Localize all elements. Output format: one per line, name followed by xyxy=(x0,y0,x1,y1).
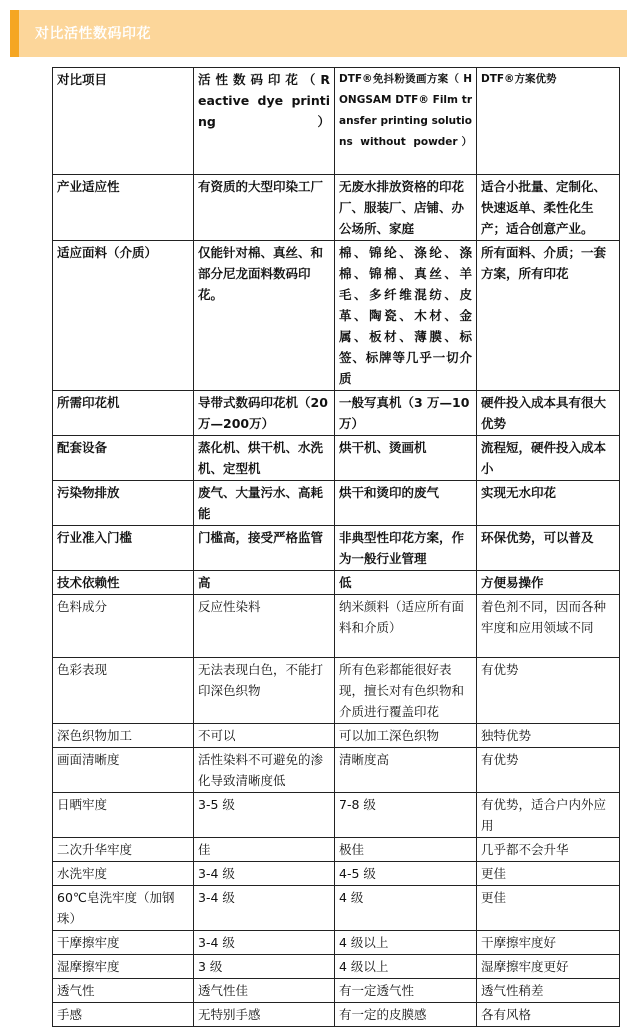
table-cell: 所需印花机 xyxy=(53,391,194,436)
table-cell: 有优势 xyxy=(477,748,620,793)
page-title: 对比活性数码印花 xyxy=(35,26,151,42)
table-row xyxy=(53,526,620,571)
table-cell: 3-4 级 xyxy=(194,886,335,931)
table-cell: 清晰度高 xyxy=(335,748,477,793)
table-cell: 3-4 级 xyxy=(194,862,335,886)
table-cell: 适应面料（介质） xyxy=(53,241,194,391)
table-cell: 棉、锦纶、涤纶、涤棉、锦棉、真丝、羊毛、多纤维混纺、皮革、陶瓷、木材、金属、板材、薄膜、标签、标牌等几乎一切介质 xyxy=(335,241,477,391)
table-cell: 导带式数码印花机（20万—200万） xyxy=(194,391,335,436)
table-cell: 所有色彩都能很好表现，擅长对有色织物和介质进行覆盖印花 xyxy=(335,658,477,724)
table-cell: 透气性佳 xyxy=(194,979,335,1003)
table-row xyxy=(53,838,620,862)
table-cell: 4 级 xyxy=(335,886,477,931)
table-cell: 3-5 级 xyxy=(194,793,335,838)
table-cell: 环保优势，可以普及 xyxy=(477,526,620,571)
table-row xyxy=(53,862,620,886)
table-cell: 污染物排放 xyxy=(53,481,194,526)
table-cell: 干摩擦牢度 xyxy=(53,931,194,955)
table-cell: 流程短，硬件投入成本小 xyxy=(477,436,620,481)
table-row xyxy=(53,931,620,955)
table-cell: 更佳 xyxy=(477,862,620,886)
table-cell: 湿摩擦牢度更好 xyxy=(477,955,620,979)
table-cell: 透气性稍差 xyxy=(477,979,620,1003)
table-cell: 产业适应性 xyxy=(53,175,194,241)
table-cell: 仅能针对棉、真丝、和部分尼龙面料数码印花。 xyxy=(194,241,335,391)
table-cell: 4-5 级 xyxy=(335,862,477,886)
table-cell: 湿摩擦牢度 xyxy=(53,955,194,979)
table-cell: 非典型性印花方案，作为一般行业管理 xyxy=(335,526,477,571)
table-cell: DTF®方案优势 xyxy=(477,68,620,175)
table-cell: 着色剂不同，因而各种牢度和应用领域不同 xyxy=(477,595,620,658)
table-cell: 有优势，适合户内外应用 xyxy=(477,793,620,838)
table-cell: 蒸化机、烘干机、水洗机、定型机 xyxy=(194,436,335,481)
table-row xyxy=(53,241,620,391)
table-cell: 日晒牢度 xyxy=(53,793,194,838)
table-cell: 二次升华牢度 xyxy=(53,838,194,862)
table-cell: 手感 xyxy=(53,1003,194,1027)
table-cell: 门槛高，接受严格监管 xyxy=(194,526,335,571)
table-cell: 有一定透气性 xyxy=(335,979,477,1003)
table-cell: 硬件投入成本具有很大优势 xyxy=(477,391,620,436)
table-cell: 各有风格 xyxy=(477,1003,620,1027)
table-row xyxy=(53,886,620,931)
table-cell: 透气性 xyxy=(53,979,194,1003)
table-cell: 水洗牢度 xyxy=(53,862,194,886)
table-cell: 不可以 xyxy=(194,724,335,748)
table-row xyxy=(53,979,620,1003)
table-row xyxy=(53,571,620,595)
table-cell: 佳 xyxy=(194,838,335,862)
banner-accent-bar xyxy=(10,10,19,57)
table-cell: 活 性 数 码 印 花 （ Reactive dye printing） xyxy=(194,68,335,175)
table-cell: 烘干机、烫画机 xyxy=(335,436,477,481)
comparison-table xyxy=(52,67,620,1027)
table-row xyxy=(53,595,620,658)
table-cell: 几乎都不会升华 xyxy=(477,838,620,862)
table-cell: 深色织物加工 xyxy=(53,724,194,748)
table-cell: 色料成分 xyxy=(53,595,194,658)
table-cell: 技术依赖性 xyxy=(53,571,194,595)
table-cell: 有一定的皮膜感 xyxy=(335,1003,477,1027)
table-cell: 干摩擦牢度好 xyxy=(477,931,620,955)
table-cell: 实现无水印花 xyxy=(477,481,620,526)
table-cell: 独特优势 xyxy=(477,724,620,748)
table-cell: 7-8 级 xyxy=(335,793,477,838)
table-cell: 无法表现白色，不能打印深色织物 xyxy=(194,658,335,724)
table-cell: 低 xyxy=(335,571,477,595)
table-row xyxy=(53,1003,620,1027)
table-cell: 60℃皂洗牢度（加钢珠） xyxy=(53,886,194,931)
table-cell: 烘干和烫印的废气 xyxy=(335,481,477,526)
table-cell: 高 xyxy=(194,571,335,595)
table-row xyxy=(53,175,620,241)
table-cell: 配套设备 xyxy=(53,436,194,481)
table-row xyxy=(53,658,620,724)
table-cell: 一般写真机（3 万—10 万） xyxy=(335,391,477,436)
table-cell: 有资质的大型印染工厂 xyxy=(194,175,335,241)
table-cell: DTF®免抖粉烫画方案（ HONGSAM DTF® Film transfer printing solutions without powder） xyxy=(335,68,477,175)
table-cell: 有优势 xyxy=(477,658,620,724)
table-header-row xyxy=(53,68,620,175)
table-cell: 画面清晰度 xyxy=(53,748,194,793)
table-cell: 无特别手感 xyxy=(194,1003,335,1027)
table-cell: 废气、大量污水、高耗能 xyxy=(194,481,335,526)
table-cell: 3-4 级 xyxy=(194,931,335,955)
table-cell: 3 级 xyxy=(194,955,335,979)
table-row xyxy=(53,955,620,979)
table-cell: 4 级以上 xyxy=(335,931,477,955)
table-cell: 行业准入门槛 xyxy=(53,526,194,571)
table-cell: 4 级以上 xyxy=(335,955,477,979)
table-row xyxy=(53,748,620,793)
table-row xyxy=(53,391,620,436)
table-cell: 可以加工深色织物 xyxy=(335,724,477,748)
table-cell: 色彩表现 xyxy=(53,658,194,724)
table-cell: 活性染料不可避免的渗化导致清晰度低 xyxy=(194,748,335,793)
table-cell: 反应性染料 xyxy=(194,595,335,658)
table-cell: 对比项目 xyxy=(53,68,194,175)
table-cell: 所有面料、介质；一套方案，所有印花 xyxy=(477,241,620,391)
table-cell: 无废水排放资格的印花厂、服装厂、店铺、办公场所、家庭 xyxy=(335,175,477,241)
section-banner xyxy=(10,10,627,57)
table-cell: 极佳 xyxy=(335,838,477,862)
table-cell: 更佳 xyxy=(477,886,620,931)
table-cell: 纳米颜料（适应所有面料和介质） xyxy=(335,595,477,658)
table-row xyxy=(53,793,620,838)
table-cell: 方便易操作 xyxy=(477,571,620,595)
table-row xyxy=(53,724,620,748)
table-row xyxy=(53,481,620,526)
table-row xyxy=(53,436,620,481)
table-cell: 适合小批量、定制化、快速返单、柔性化生产；适合创意产业。 xyxy=(477,175,620,241)
